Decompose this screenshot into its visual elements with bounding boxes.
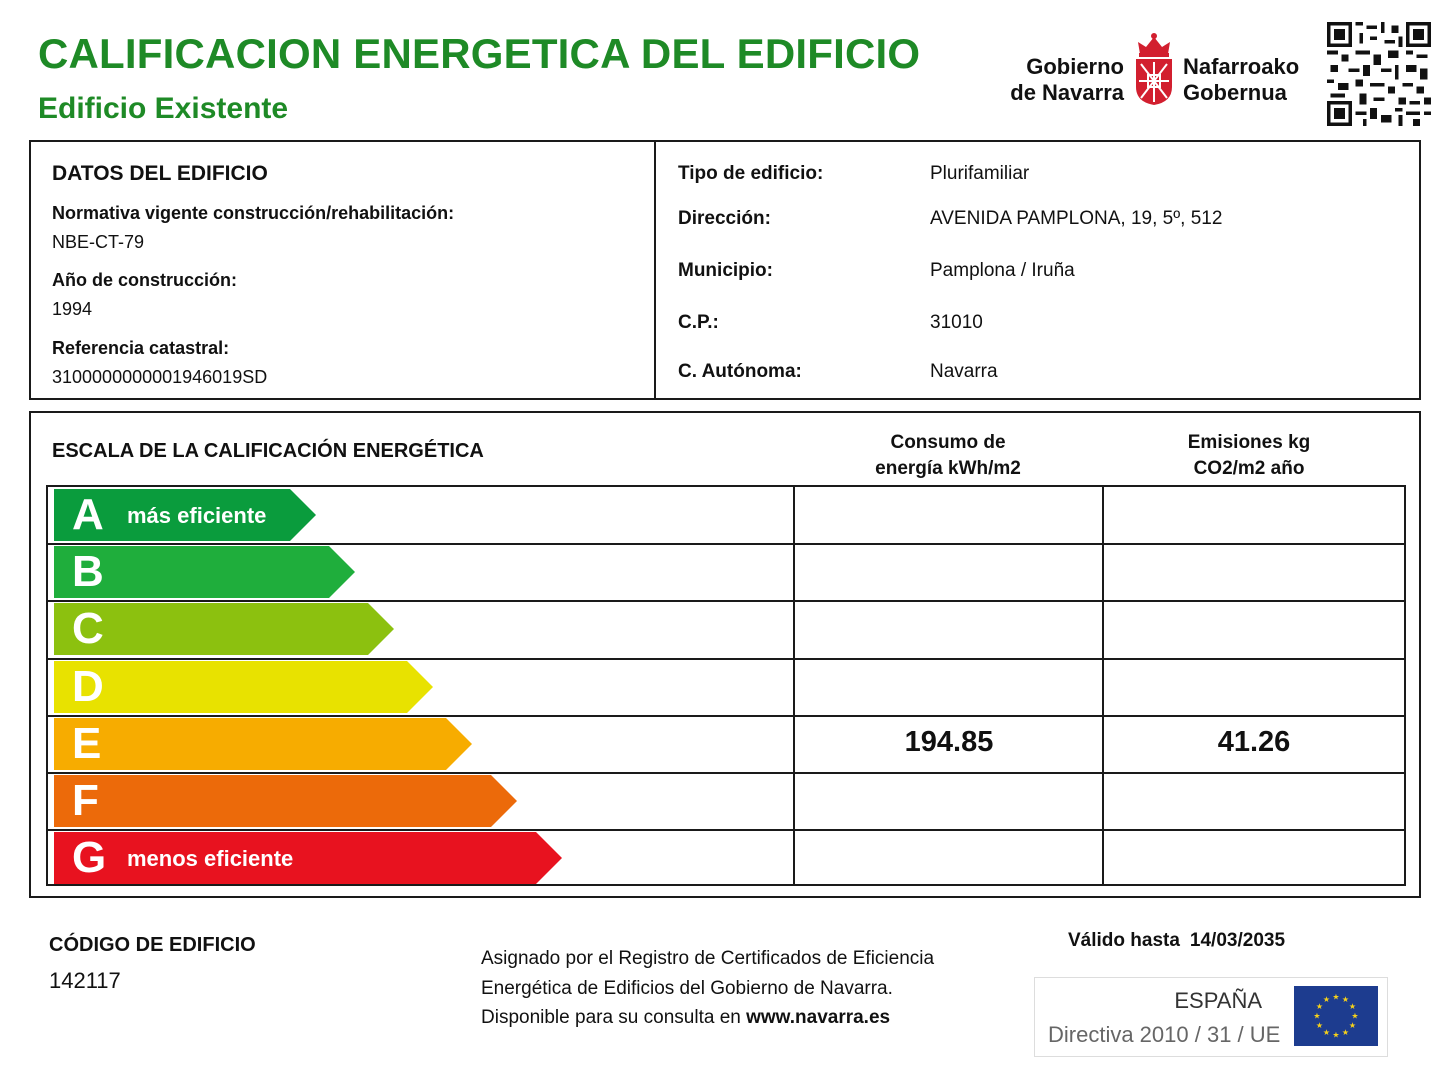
eu-star-icon: ★	[1332, 992, 1340, 1002]
rating-bar-a	[54, 489, 316, 541]
energy-scale-panel	[29, 411, 1421, 898]
region-label: C. Autónoma:	[678, 361, 802, 382]
rating-letter: F	[72, 776, 99, 825]
postal-code-label: C.P.:	[678, 312, 719, 333]
rating-letter: A	[72, 490, 104, 539]
building-type-label: Tipo de edificio:	[678, 163, 824, 184]
grid-row-divider	[48, 600, 1404, 602]
emissions-column-header	[1099, 430, 1399, 482]
eu-star-icon: ★	[1341, 1028, 1350, 1037]
municipality-label: Municipio:	[678, 260, 773, 281]
page-subtitle: Edificio Existente	[38, 92, 289, 125]
page-title: CALIFICACION ENERGETICA DEL EDIFICIO	[38, 30, 921, 77]
rating-bar-c	[54, 603, 394, 655]
rating-letter: B	[72, 547, 104, 596]
eu-directive: Directiva 2010 / 31 / UE	[1048, 1022, 1281, 1047]
gov-name-spanish-line1: Gobierno	[1026, 54, 1124, 79]
consumption-column-header	[798, 430, 1098, 482]
cadastral-ref-value: 3100000000001946019SD	[52, 367, 268, 387]
eu-star-icon: ★	[1351, 1011, 1359, 1021]
registry-note-line2: Energética de Edificios del Gobierno de Navarra.	[481, 977, 893, 999]
eu-star-icon: ★	[1332, 1030, 1340, 1040]
grid-column-divider	[1102, 487, 1104, 884]
construction-year-value: 1994	[52, 299, 93, 319]
rating-letter: G	[72, 833, 107, 882]
eu-directive-badge	[1034, 977, 1388, 1057]
address-value: AVENIDA PAMPLONA, 19, 5º, 512	[930, 208, 1223, 229]
rating-bar-b	[54, 546, 355, 598]
rating-arrow-shape	[54, 718, 472, 770]
consumption-value: 194.85	[904, 726, 994, 758]
valid-until-label: Válido hasta	[1068, 930, 1180, 951]
region-value: Navarra	[930, 361, 998, 382]
regulation-value: NBE-CT-79	[52, 232, 145, 252]
eu-star-icon: ★	[1348, 1021, 1357, 1030]
postal-code-value: 31010	[930, 312, 983, 333]
emissions-header-line1: Emisiones kg	[1187, 432, 1311, 453]
rating-grid	[46, 485, 1406, 886]
grid-row-divider	[48, 658, 1404, 660]
rating-letter: C	[72, 604, 104, 653]
building-data-heading: DATOS DEL EDIFICIO	[52, 162, 268, 185]
grid-column-divider	[793, 487, 795, 884]
rating-bar-e	[54, 718, 472, 770]
rating-arrow-shape	[54, 661, 433, 713]
registry-note	[481, 944, 934, 1033]
eu-flag-icon	[1294, 986, 1378, 1046]
consumption-header-line1: Consumo de	[890, 432, 1006, 453]
eu-star-icon: ★	[1322, 1028, 1331, 1037]
rating-letter: D	[72, 662, 104, 711]
gov-name-basque-line2: Gobernua	[1183, 80, 1287, 105]
municipality-value: Pamplona / Iruña	[930, 260, 1075, 281]
grid-row-divider	[48, 715, 1404, 717]
eu-star-icon: ★	[1341, 995, 1350, 1004]
emissions-value: 41.26	[1217, 726, 1291, 758]
eu-star-icon: ★	[1348, 1002, 1357, 1011]
consumption-header-line2: energía kWh/m2	[875, 458, 1021, 479]
grid-row-divider	[48, 543, 1404, 545]
rating-bar-f	[54, 775, 517, 827]
rating-arrow-shape	[54, 775, 517, 827]
grid-row-divider	[48, 829, 1404, 831]
emissions-header-line2: CO2/m2 año	[1193, 458, 1305, 479]
panel-divider	[654, 142, 656, 398]
eu-country: ESPAÑA	[1174, 988, 1262, 1013]
eu-star-icon: ★	[1315, 1002, 1324, 1011]
building-code-value: 142117	[49, 968, 121, 993]
gov-name-spanish	[1000, 54, 1124, 106]
energy-scale-title: ESCALA DE LA CALIFICACIÓN ENERGÉTICA	[52, 440, 484, 462]
validity	[1068, 930, 1285, 952]
grid-row-divider	[48, 772, 1404, 774]
rating-bar-d	[54, 661, 433, 713]
valid-until-date: 14/03/2035	[1189, 930, 1286, 951]
gov-name-basque-line1: Nafarroako	[1183, 54, 1300, 79]
registry-note-prefix: Disponible para su consulta en	[481, 1007, 747, 1028]
building-code-label: CÓDIGO DE EDIFICIO	[49, 934, 256, 956]
registry-note-line3	[481, 1003, 934, 1033]
eu-star-icon: ★	[1315, 1021, 1324, 1030]
building-data-panel	[29, 140, 1421, 400]
cadastral-ref-label: Referencia catastral:	[52, 338, 230, 358]
gov-name-basque	[1183, 54, 1313, 106]
address-label: Dirección:	[678, 208, 771, 229]
rating-note: menos eficiente	[127, 846, 294, 871]
eu-star-icon: ★	[1322, 995, 1331, 1004]
rating-arrow-shape	[54, 603, 394, 655]
building-type-value: Plurifamiliar	[930, 163, 1030, 184]
qr-code-icon[interactable]	[1326, 22, 1432, 126]
rating-bar-g	[54, 832, 562, 884]
gov-name-spanish-line2: de Navarra	[1010, 80, 1124, 105]
registry-note-line1: Asignado por el Registro de Certificados de Eficiencia	[481, 948, 935, 969]
rating-letter: E	[72, 719, 102, 768]
navarra-crest-icon	[1132, 32, 1176, 106]
regulation-label: Normativa vigente construcción/rehabilitación:	[52, 203, 455, 223]
eu-star-icon: ★	[1313, 1011, 1321, 1021]
registry-link[interactable]: www.navarra.es	[746, 1007, 891, 1028]
rating-note: más eficiente	[127, 503, 267, 528]
construction-year-label: Año de construcción:	[52, 270, 238, 290]
